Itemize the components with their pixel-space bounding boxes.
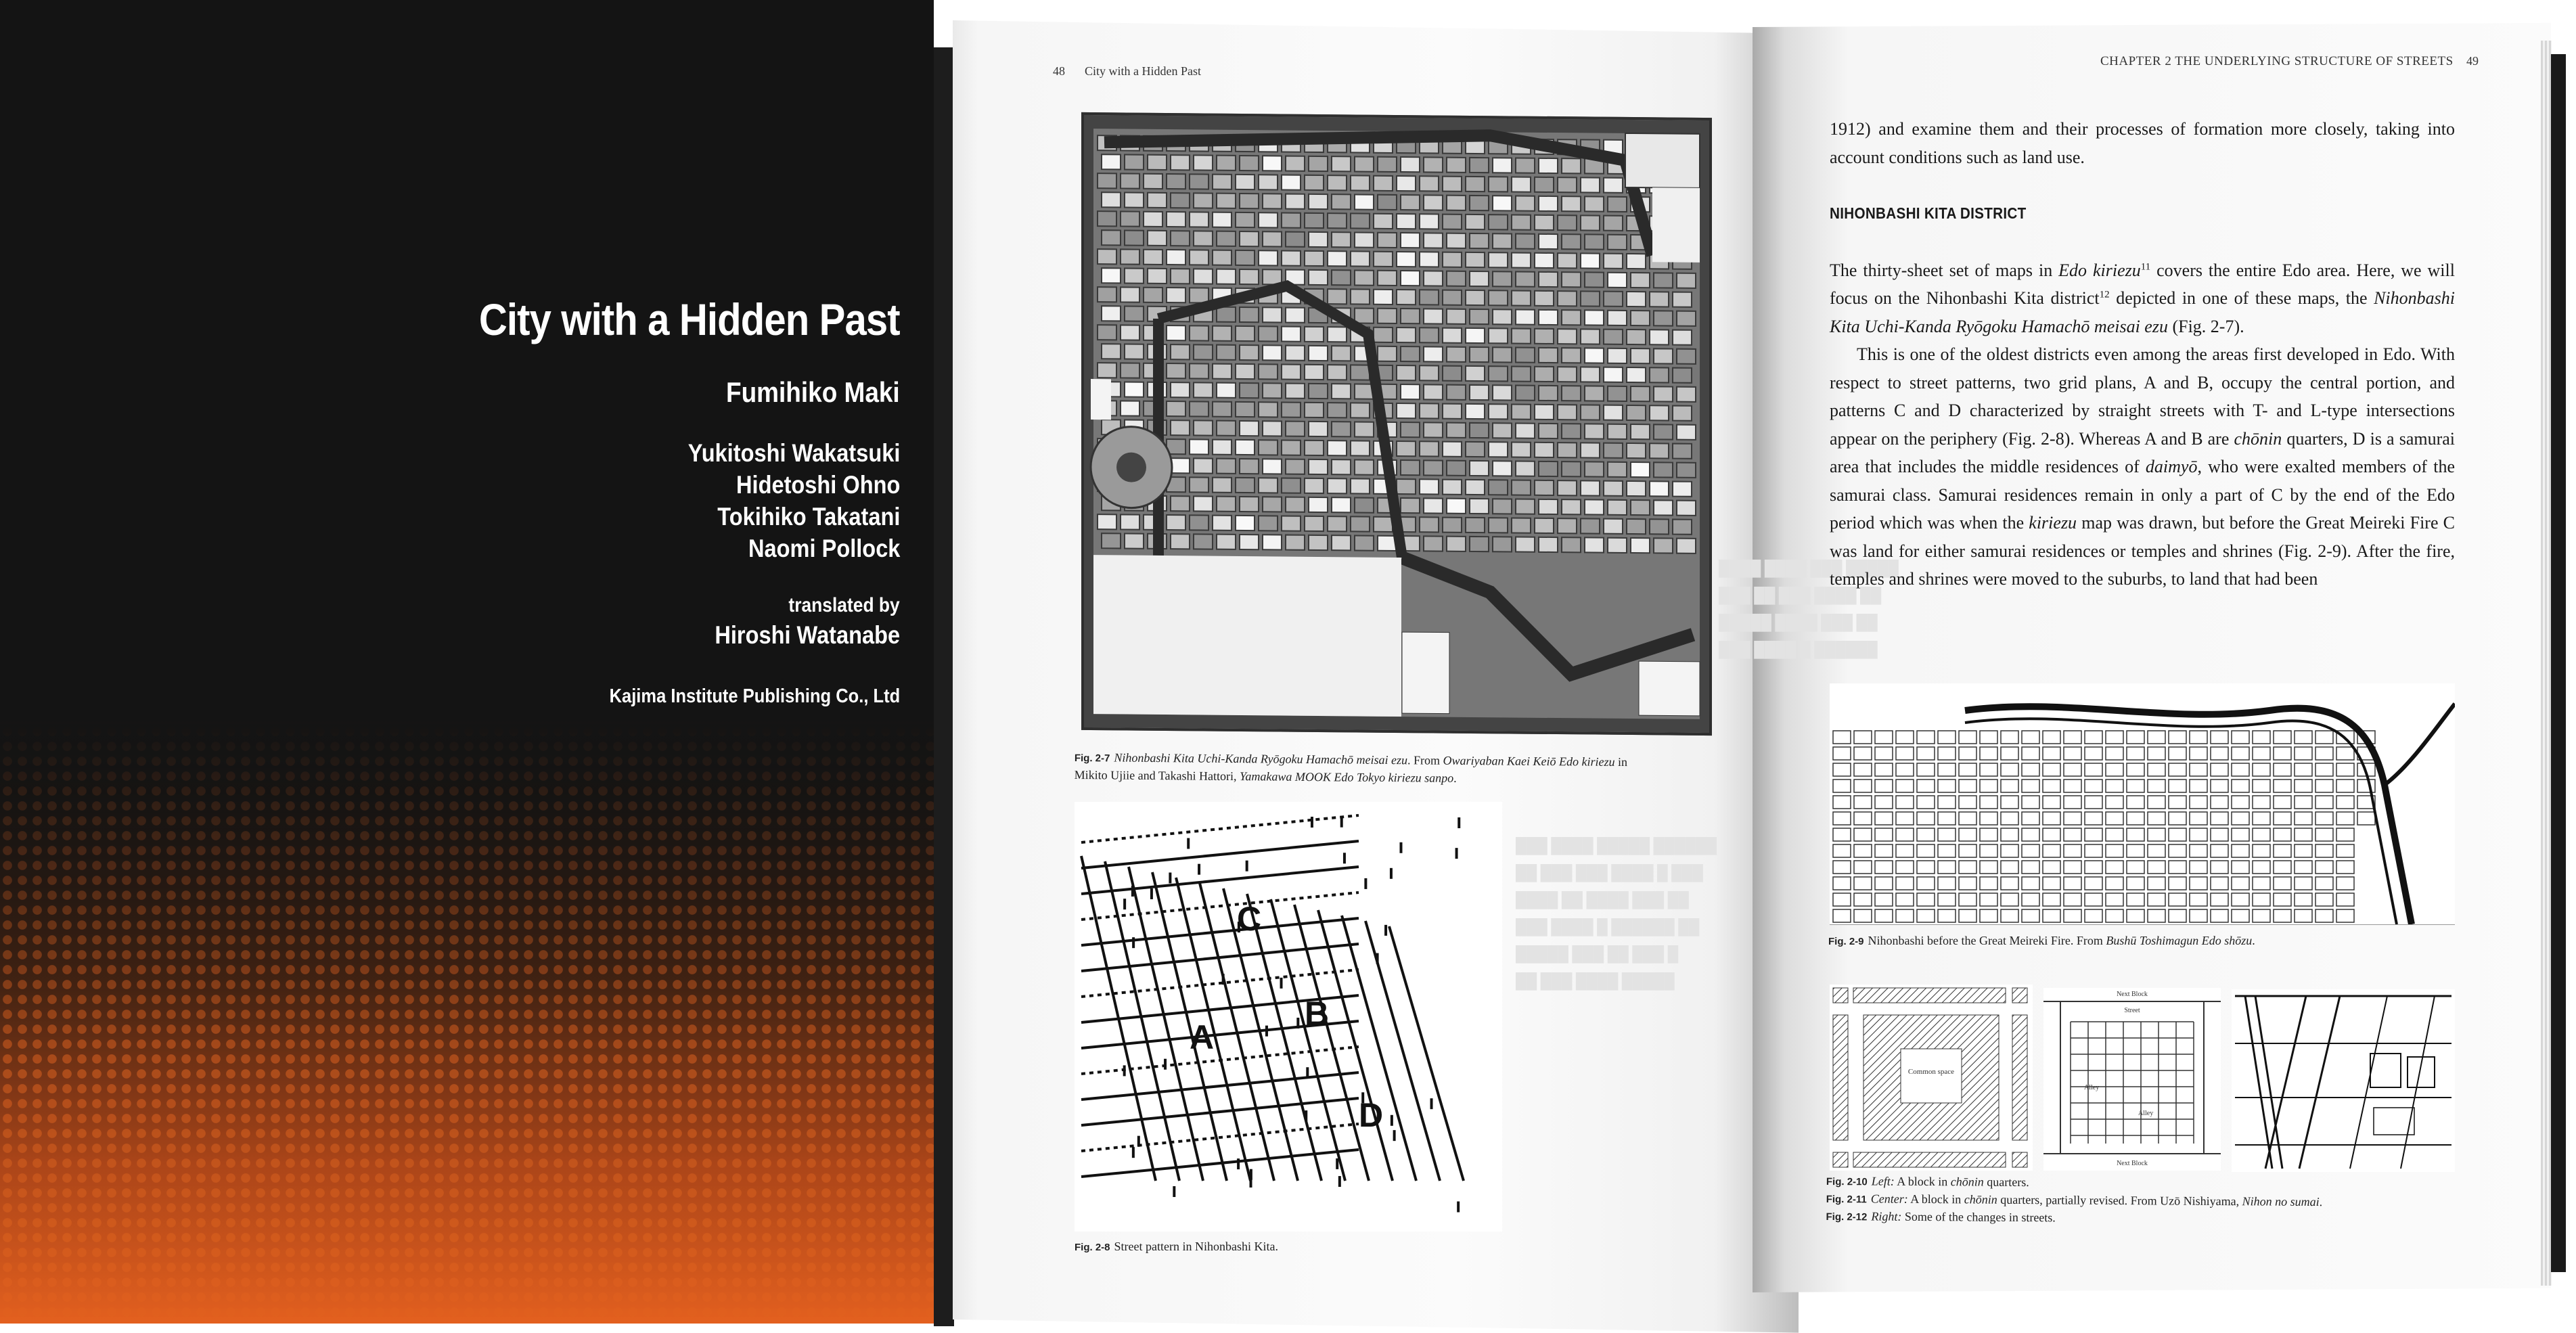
page-number: 49 bbox=[2466, 54, 2479, 68]
running-title: City with a Hidden Past bbox=[1085, 64, 1201, 78]
street-changes-diagram bbox=[2232, 989, 2455, 1172]
show-through-text: ████ ████ ███ █████ ███ ██ ███ ████ ██ █████ ████ ███ ██ ███ ████ █ ██████ bbox=[1719, 560, 1899, 658]
book-spine-shadow bbox=[934, 47, 954, 1326]
page-edges bbox=[2541, 41, 2552, 1286]
fig-source: Owariyaban Kaei Keiō Edo kiriezu bbox=[1443, 753, 1615, 769]
italic-term: Nihonbashi Kita Uchi-Kanda Ryōgoku Hamachō meisai ezu bbox=[1830, 288, 2456, 336]
italic-term: daimyō bbox=[2145, 457, 2198, 476]
text-run: , who were exalted members of the samurai class. Samurai residences remain in only a part of C by the end of the Edo period which was when the bbox=[1830, 457, 2455, 533]
caption-text: Some of the changes in streets. bbox=[1901, 1209, 2056, 1225]
translated-by-label: translated by bbox=[788, 594, 900, 616]
text-run: quarters, D is a samurai area that includes the middle residences of bbox=[1830, 428, 2455, 476]
paragraph: 1912) and examine them and their processes of formation more closely, taking into account conditions such as land use. bbox=[1830, 119, 2455, 167]
halftone-gradient bbox=[0, 724, 934, 1324]
caption-text: . bbox=[2252, 934, 2255, 947]
contributor: Yukitoshi Wakatsuki bbox=[687, 439, 900, 467]
district-letter: A bbox=[1190, 1018, 1215, 1056]
text-run: covers the entire Edo area. Here, we will focus on the Nihonbashi Kita district bbox=[1830, 260, 2455, 308]
street-pattern-diagram bbox=[1075, 802, 1502, 1232]
fig-label: Fig. 2-10 bbox=[1826, 1175, 1868, 1188]
diagram-label: Street bbox=[2124, 1007, 2140, 1014]
caption-text: . From bbox=[1407, 753, 1443, 767]
fig-label: Fig. 2-11 bbox=[1826, 1193, 1867, 1206]
body-text bbox=[1830, 115, 2455, 593]
fig-book: Yamakawa MOOK Edo Tokyo kiriezu sanpo bbox=[1239, 769, 1454, 785]
cover-contributors bbox=[687, 437, 900, 564]
fig-title: Nihonbashi Kita Uchi-Kanda Ryōgoku Hamachō meisai ezu bbox=[1114, 750, 1408, 767]
fig-label: Fig. 2-7 bbox=[1074, 752, 1110, 765]
caption-position: Left: bbox=[1871, 1174, 1895, 1188]
show-through-text: ███ ████ █████ ██████ ██ ███ ███ ████ █ ███ ████ ██ ████ ███ ██ ███ ████ █ ██████ ██ █████ ███ ██ ███ █ ██ ███ ████ █████ bbox=[1516, 837, 1717, 989]
cover-publisher: Kajima Institute Publishing Co., Ltd bbox=[609, 685, 900, 707]
caption-text: . bbox=[1453, 771, 1457, 785]
figure-caption bbox=[1075, 1238, 1278, 1256]
chonin-block-diagram bbox=[1830, 985, 2033, 1171]
fig-label: Fig. 2-8 bbox=[1075, 1242, 1110, 1253]
diagram-label: Next Block bbox=[2117, 1160, 2148, 1167]
fig-label: Fig. 2-9 bbox=[1828, 936, 1864, 947]
district-letter: D bbox=[1359, 1096, 1384, 1134]
paragraph bbox=[1830, 256, 2455, 341]
book-cover bbox=[0, 0, 934, 1324]
cover-author: Fumihiko Maki bbox=[726, 376, 900, 408]
italic-term: chōnin bbox=[2234, 428, 2282, 449]
revised-block-diagram bbox=[2043, 988, 2221, 1171]
paragraph bbox=[1830, 340, 2455, 593]
caption-text: in bbox=[1614, 754, 1628, 769]
diagram-label: Alley bbox=[2138, 1110, 2154, 1117]
diagram-label: Common space bbox=[1907, 1068, 1955, 1076]
text-run: This is one of the oldest districts even among the areas first developed in Edo. With respect to street patterns, two grid plans, A and B, occupy the central portion, and patterns C and D characterized by straight streets with T- and L-type intersections appear on the periphery (Fig. 2-8). Whereas A and B are bbox=[1830, 344, 2455, 449]
caption-text: A block in bbox=[1907, 1192, 1964, 1206]
italic-term: kiriezu bbox=[2029, 513, 2077, 533]
fig-source: Bushū Toshimagun Edo shōzu bbox=[2106, 934, 2253, 947]
contributor: Naomi Pollock bbox=[748, 535, 900, 562]
edo-map-image bbox=[1081, 112, 1712, 736]
caption-position: Right: bbox=[1871, 1209, 1902, 1223]
footnote-ref[interactable]: 11 bbox=[2140, 261, 2151, 272]
caption-position: Center: bbox=[1870, 1192, 1908, 1206]
contributor: Tokihiko Takatani bbox=[717, 503, 900, 530]
figure-caption bbox=[1826, 1173, 2322, 1229]
italic-term: chōnin bbox=[1964, 1192, 1997, 1206]
figure-caption bbox=[1828, 932, 2255, 950]
text-run: map was drawn, but before the Great Meireki Fire C was land for either samurai residences or temples and shrines (Fig. 2-9). After the fire, temples and shrines were moved to the suburbs, to land that had been bbox=[1830, 513, 2455, 589]
fig-source: Nihon no sumai bbox=[2242, 1194, 2320, 1209]
footnote-ref[interactable]: 12 bbox=[2099, 289, 2110, 300]
caption-text: Nihonbashi before the Great Meireki Fire. From bbox=[1868, 934, 2106, 947]
text-run: (Fig. 2-7). bbox=[2167, 316, 2244, 336]
cover-title: City with a Hidden Past bbox=[479, 294, 900, 344]
district-letter: B bbox=[1305, 995, 1330, 1033]
cover-translator: Hiroshi Watanabe bbox=[715, 621, 900, 649]
contributor: Hidetoshi Ohno bbox=[736, 471, 900, 499]
diagram-label: Alley bbox=[2084, 1084, 2100, 1091]
caption-text: Mikito Ujiie and Takashi Hattori, bbox=[1074, 767, 1240, 784]
diagram-label: Next Block bbox=[2117, 991, 2148, 998]
page-number: 48 bbox=[1053, 64, 1065, 78]
figure-caption bbox=[1075, 749, 1628, 788]
caption-text: A block in bbox=[1894, 1174, 1951, 1189]
italic-term: Edo kiriezu bbox=[2058, 260, 2141, 280]
section-heading: NIHONBASHI KITA DISTRICT bbox=[1830, 204, 2027, 222]
italic-term: chōnin bbox=[1950, 1175, 1984, 1189]
running-head: CHAPTER 2 THE UNDERLYING STRUCTURE OF STREETS bbox=[2100, 54, 2454, 68]
caption-text: quarters. bbox=[1983, 1175, 2029, 1190]
text-run: depicted in one of these maps, the bbox=[2109, 288, 2374, 308]
district-letter: C bbox=[1237, 900, 1262, 938]
caption-text: Street pattern in Nihonbashi Kita. bbox=[1114, 1240, 1278, 1253]
text-run: The thirty-sheet set of maps in bbox=[1830, 260, 2059, 280]
fig-label: Fig. 2-12 bbox=[1826, 1211, 1868, 1223]
book-back-edge bbox=[2551, 54, 2566, 1272]
meireki-map-image bbox=[1830, 683, 2455, 925]
caption-text: quarters, partially revised. From Uzō Nishiyama, bbox=[1997, 1192, 2242, 1208]
caption-text: . bbox=[2319, 1195, 2323, 1209]
